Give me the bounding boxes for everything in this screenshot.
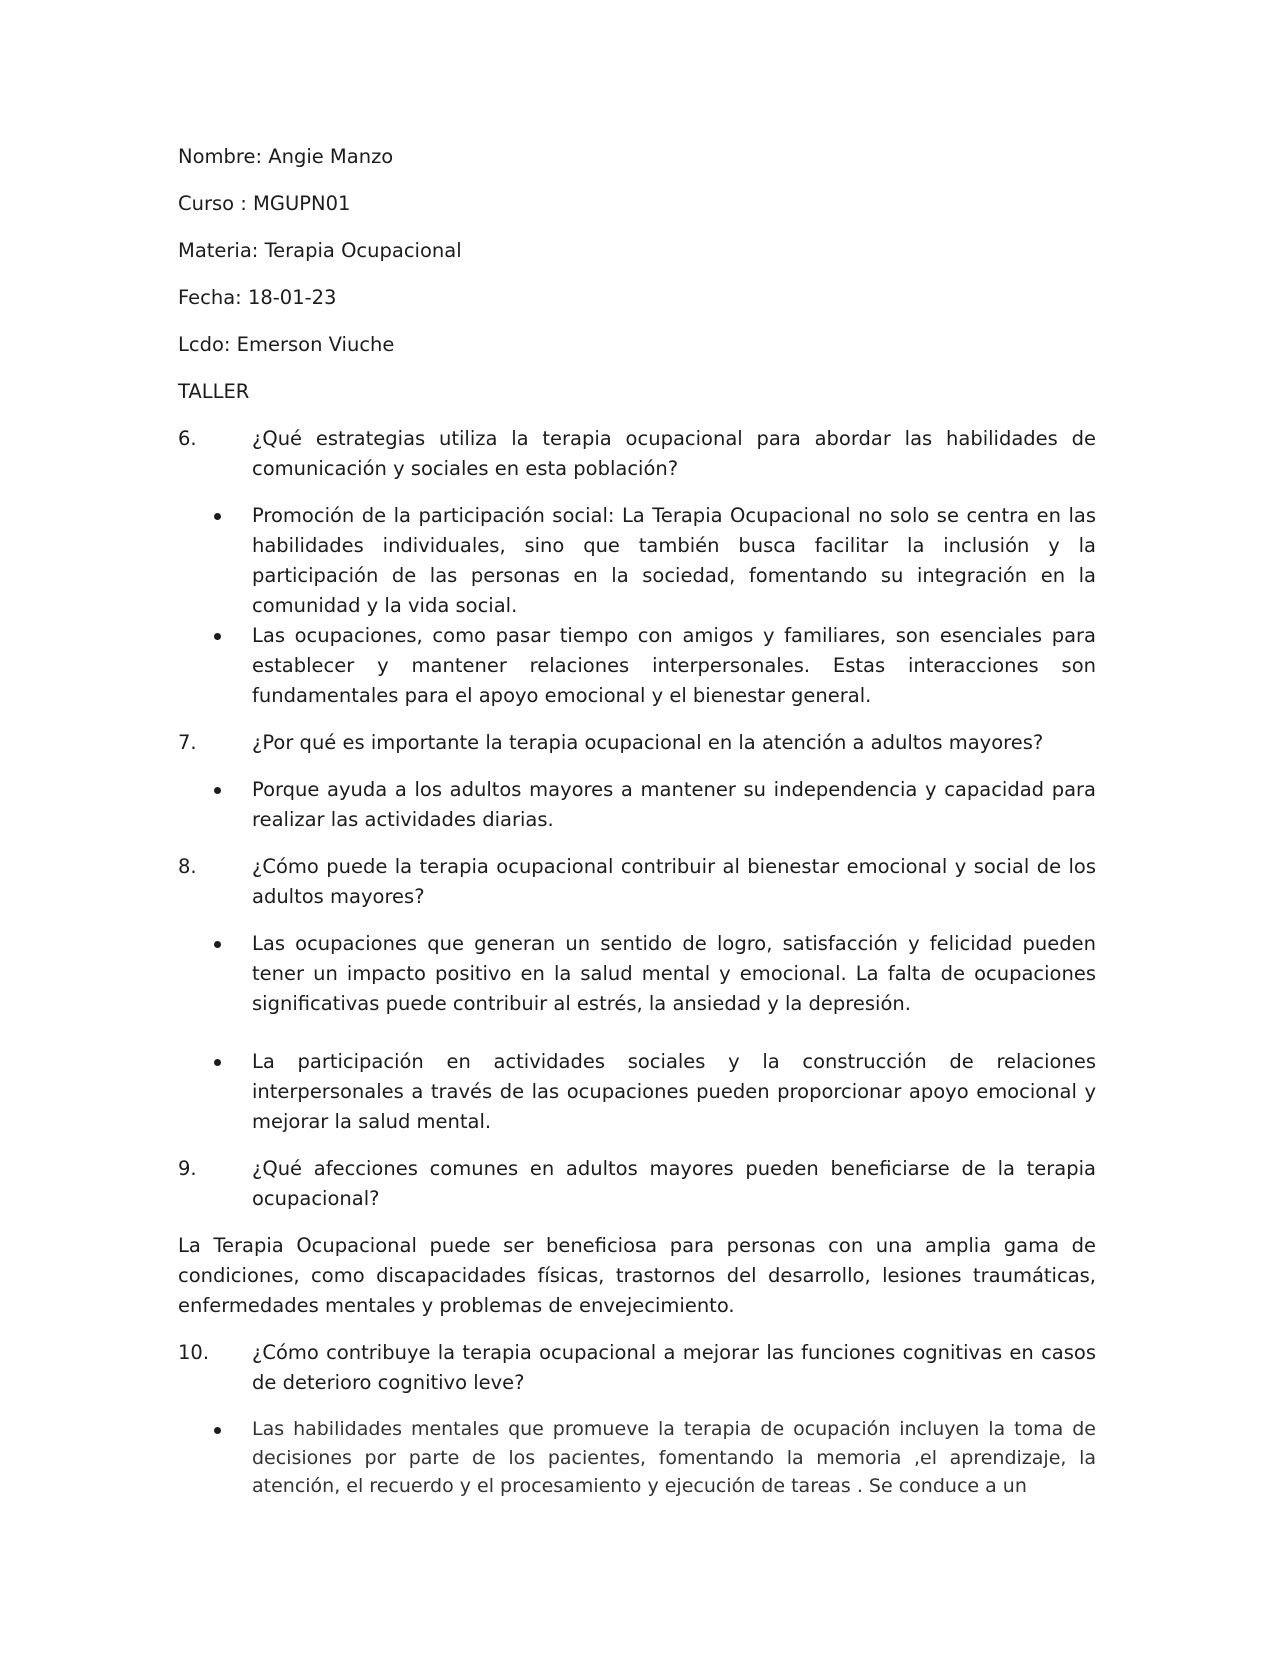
- list-item: Las ocupaciones que generan un sentido de logro, satisfacción y felicidad pueden tener un impacto positivo en la salud mental y emocional. La falta de ocupaciones significativas puede contribuir al estrés, la ansiedad y la depresión.: [252, 929, 1096, 1019]
- list-item: La participación en actividades sociales y la construcción de relaciones interpersonales a través de las ocupaciones pueden proporcionar apoyo emocional y mejorar la salud mental.: [252, 1047, 1096, 1137]
- answer-paragraph-9: La Terapia Ocupacional puede ser beneficiosa para personas con una amplia gama de condiciones, como discapacidades físicas, trastornos del desarrollo, lesiones traumáticas, enfermedades mentales y problemas de envejecimiento.: [178, 1234, 1096, 1317]
- teacher: Lcdo: Emerson Viuche: [178, 333, 395, 356]
- question-text: ¿Qué estrategias utiliza la terapia ocupacional para abordar las habilidades de comunicación y sociales en esta población?: [252, 427, 1096, 480]
- answer-list-10: [178, 1415, 1096, 1501]
- subject: Materia: Terapia Ocupacional: [178, 239, 462, 262]
- course: Curso : MGUPN01: [178, 192, 351, 215]
- answer-list-7: [178, 775, 1096, 835]
- question-number: 8.: [178, 855, 197, 878]
- section-title: TALLER: [178, 380, 250, 403]
- question-text: ¿Cómo puede la terapia ocupacional contribuir al bienestar emocional y social de los adultos mayores?: [252, 855, 1096, 908]
- list-item: Las ocupaciones, como pasar tiempo con amigos y familiares, son esenciales para establecer y mantener relaciones interpersonales. Estas interacciones son fundamentales para el apoyo emocional y el bienestar general.: [252, 621, 1096, 711]
- question-text: ¿Por qué es importante la terapia ocupacional en la atención a adultos mayores?: [252, 731, 1044, 754]
- question-number: 7.: [178, 731, 197, 754]
- answer-list-8: [178, 929, 1096, 1137]
- list-item: Porque ayuda a los adultos mayores a mantener su independencia y capacidad para realizar las actividades diarias.: [252, 775, 1096, 835]
- question-number: 9.: [178, 1157, 197, 1180]
- list-item: Promoción de la participación social: La Terapia Ocupacional no solo se centra en las habilidades individuales, sino que también busca facilitar la inclusión y la participación de las personas en la sociedad, fomentando su integración en la comunidad y la vida social.: [252, 501, 1096, 621]
- question-text: ¿Cómo contribuye la terapia ocupacional a mejorar las funciones cognitivas en casos de deterioro cognitivo leve?: [252, 1341, 1096, 1394]
- student-name: Nombre: Angie Manzo: [178, 145, 394, 168]
- list-item: Las habilidades mentales que promueve la terapia de ocupación incluyen la toma de decisiones por parte de los pacientes, fomentando la memoria ,el aprendizaje, la atención, el recuerdo y el procesamiento y ejecución de tareas . Se conduce a un: [252, 1415, 1096, 1501]
- question-number: 10.: [178, 1341, 210, 1364]
- question-7: [178, 728, 1096, 758]
- question-text: ¿Qué afecciones comunes en adultos mayores pueden beneficiarse de la terapia ocupacional?: [252, 1157, 1096, 1210]
- document-body: [178, 142, 1096, 1518]
- answer-list-6: [178, 501, 1096, 711]
- question-number: 6.: [178, 427, 197, 450]
- question-6: [178, 424, 1096, 484]
- date: Fecha: 18-01-23: [178, 286, 337, 309]
- question-9: [178, 1154, 1096, 1214]
- question-8: [178, 852, 1096, 912]
- question-10: [178, 1338, 1096, 1398]
